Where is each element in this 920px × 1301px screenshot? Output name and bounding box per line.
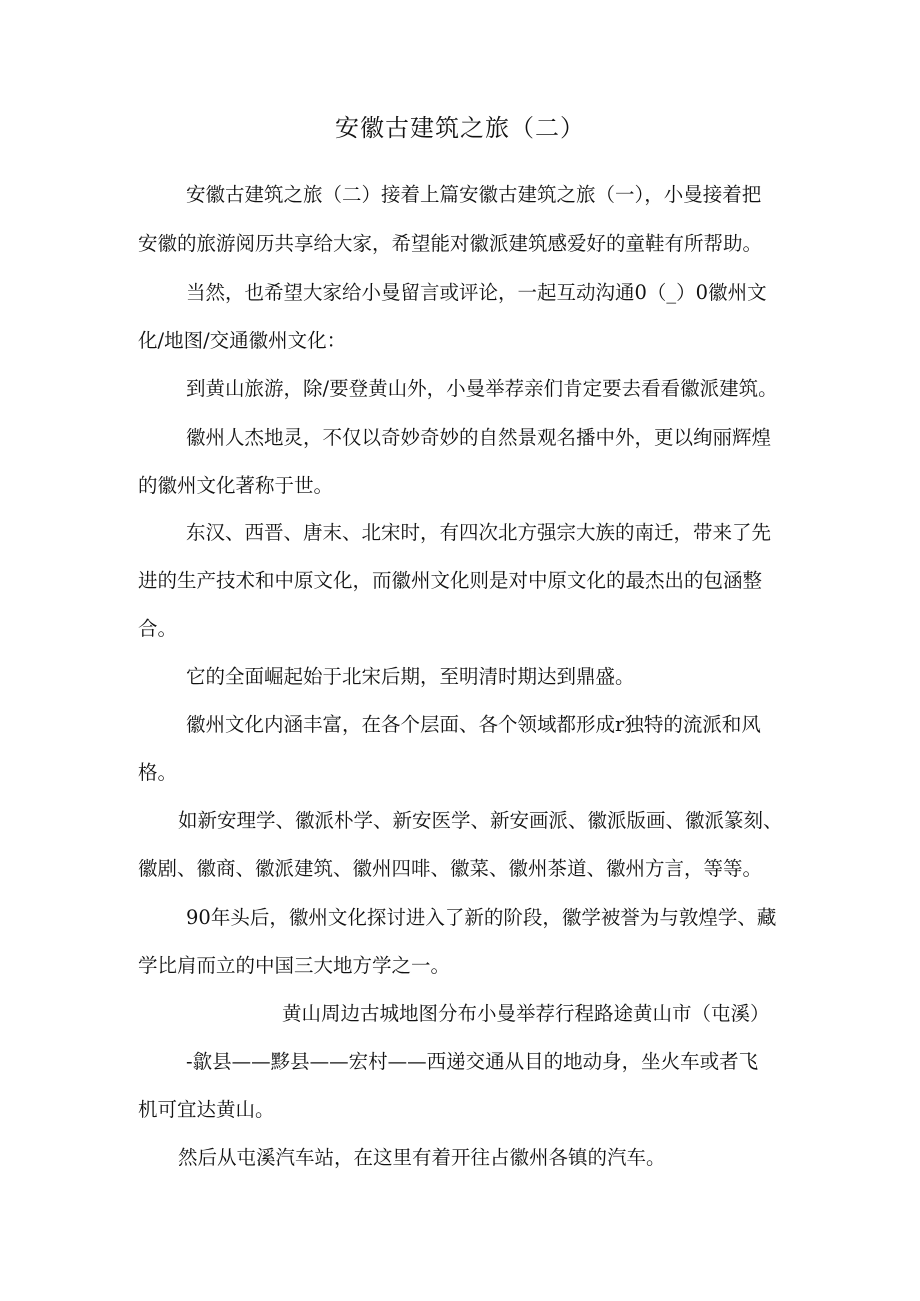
paragraph-5-line-1: 东汉、西晋、唐末、北宋时，有四次北方强宗大族的南迁，带来了先 — [186, 521, 772, 544]
paragraph-1-line-1: 安徽古建筑之旅（二）接着上篇安徽古建筑之旅（一），小曼接着把 — [186, 183, 762, 206]
paragraph-3-line-1: 到黄山旅游，除/要登黄山外，小曼举荐亲们肯定要去看看徽派建筑。 — [186, 377, 778, 400]
paragraph-2-line-1: 当然，也希望大家给小曼留言或评论，一起互动沟通0（_）0徽州文 — [186, 281, 767, 304]
paragraph-8-line-2: 徽剧、徽商、徽派建筑、徽州四啡、徽菜、徽州茶道、徽州方言，等等。 — [138, 857, 763, 880]
paragraph-4-line-2: 的徽州文化著称于世。 — [138, 474, 334, 497]
paragraph-10-line-1: -歙县——黟县——宏村——西递交通从目的地动身，坐火车或者飞 — [186, 1050, 759, 1073]
paragraph-4-line-1: 徽州人杰地灵，不仅以奇妙奇妙的自然景观名播中外，更以绚丽辉煌 — [186, 426, 772, 449]
paragraph-10-line-2: 机可宜达黄山。 — [138, 1098, 275, 1121]
paragraph-11-line-1: 然后从屯溪汽车站，在这里有着开往占徽州各镇的汽车。 — [178, 1146, 666, 1169]
paragraph-5-line-2: 进的生产技术和中原文化，而徽州文化则是对中原文化的最杰出的包涵整 — [138, 569, 763, 592]
paragraph-5-line-3: 合。 — [138, 617, 178, 640]
map-caption-line: 黄山周边古城地图分布小曼举荐行程路途黄山市（屯溪） — [282, 1002, 770, 1025]
paragraph-7-line-1: 徽州文化内涵丰富，在各个层面、各个领域都形成r独特的流派和风 — [186, 713, 761, 736]
paragraph-8-line-1: 如新安理学、徽派朴学、新安医学、新安画派、徽派版画、徽派篆刻、 — [178, 809, 783, 832]
paragraph-7-line-2: 格。 — [138, 761, 178, 784]
paragraph-9-line-1: 90年头后，徽州文化探讨进入了新的阶段，徽学被誉为与敦煌学、藏 — [186, 906, 777, 929]
paragraph-1-line-2: 安徽的旅游阅历共享给大家，希望能对徽派建筑感爱好的童鞋有所帮助。 — [138, 232, 763, 255]
paragraph-6-line-1: 它的全面崛起始于北宋后期，至明清时期达到鼎盛。 — [186, 665, 635, 688]
document-title: 安徽古建筑之旅（二） — [335, 114, 585, 142]
paragraph-9-line-2: 学比肩而立的中国三大地方学之一。 — [138, 954, 451, 977]
paragraph-2-line-2: 化/地图/交通徽州文化： — [138, 329, 347, 352]
